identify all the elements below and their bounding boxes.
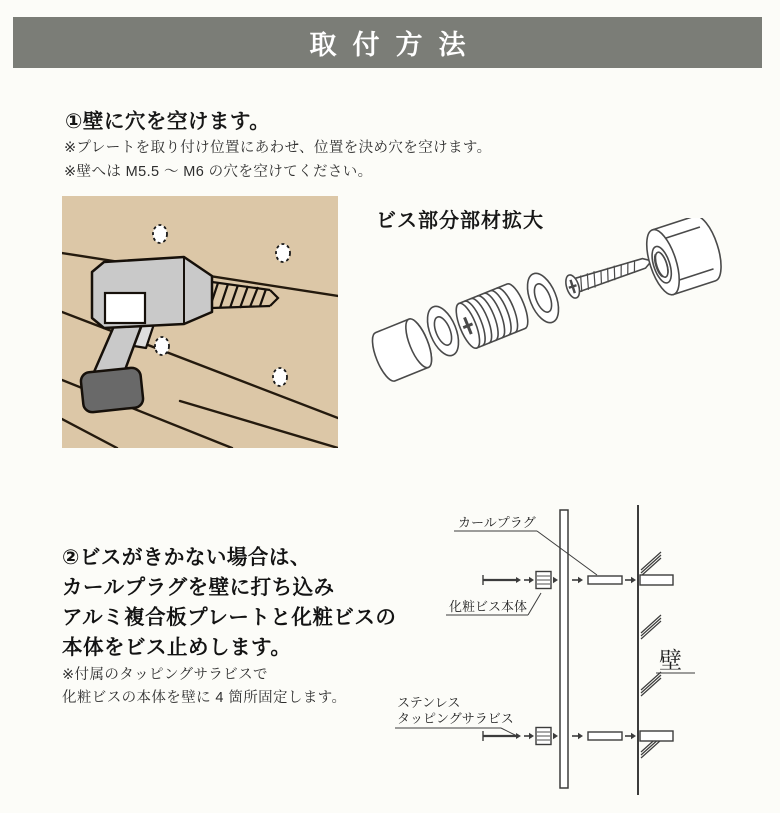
wall-label: 壁 [659,647,682,673]
stainless-label-line2: タッピングサラビス [397,711,514,726]
step1-note-2: ※壁へは M5.5 ～ M6 の穴を空けてください。 [64,164,373,180]
arrow-icon [578,577,583,583]
curl-plug [588,732,622,740]
arrow-icon [578,733,583,739]
drill-illustration [62,196,338,448]
step1-note-1: ※プレートを取り付け位置にあわせ、位置を決め穴を空けます。 [64,140,492,156]
arrow-icon [529,577,534,583]
nut-part [640,218,728,299]
curl-plug-in-wall [640,731,673,741]
threaded-screw-part [451,281,532,351]
arrow-icon [553,577,558,583]
step2-heading-line-2: カールプラグを壁に打ち込み [62,576,335,599]
screw-row-bottom [483,728,673,745]
curl-plug-label: カールプラグ [458,515,536,530]
wall-section-diagram [390,500,780,813]
tapping-screw-part [563,249,655,299]
step1-heading: ①壁に穴を空けます。 [65,110,271,133]
drilled-hole [276,244,290,262]
step2-heading-line-1: ②ビスがきかない場合は、 [62,546,311,569]
step2-note-2: 化粧ビスの本体を壁に 4 箇所固定します。 [62,690,347,706]
page-title: 取付方法 [309,30,482,60]
cap-part [367,316,437,384]
arrow-icon [631,577,636,583]
step2-heading-line-4: 本体をビス止めします。 [62,636,292,659]
screw-body-label: 化粧ビス本体 [449,599,528,614]
step2-note-1: ※付属のタッピングサラビスで [62,667,268,683]
step2-notes [62,664,346,710]
arrow-icon [553,733,558,739]
exploded-view-heading: ビス部分部材拡大 [376,210,544,232]
drilled-hole [273,368,287,386]
drilled-hole [153,225,167,243]
drilled-hole [155,337,169,355]
screw-row-top [483,572,673,589]
drill-battery [80,367,144,413]
curl-plug-in-wall [640,575,673,585]
header-title-bar [13,17,762,68]
step2-heading [62,543,396,663]
curl-plug [588,576,622,584]
stainless-label-line1: ステンレス [397,695,461,710]
arrow-icon [631,733,636,739]
arrow-icon [529,733,534,739]
plate-panel [560,510,568,788]
exploded-screw-diagram [360,218,760,398]
step2-heading-line-3: アルミ複合板プレートと化粧ビスの [62,606,397,629]
drill-label [105,293,145,323]
step1-notes [64,136,492,184]
